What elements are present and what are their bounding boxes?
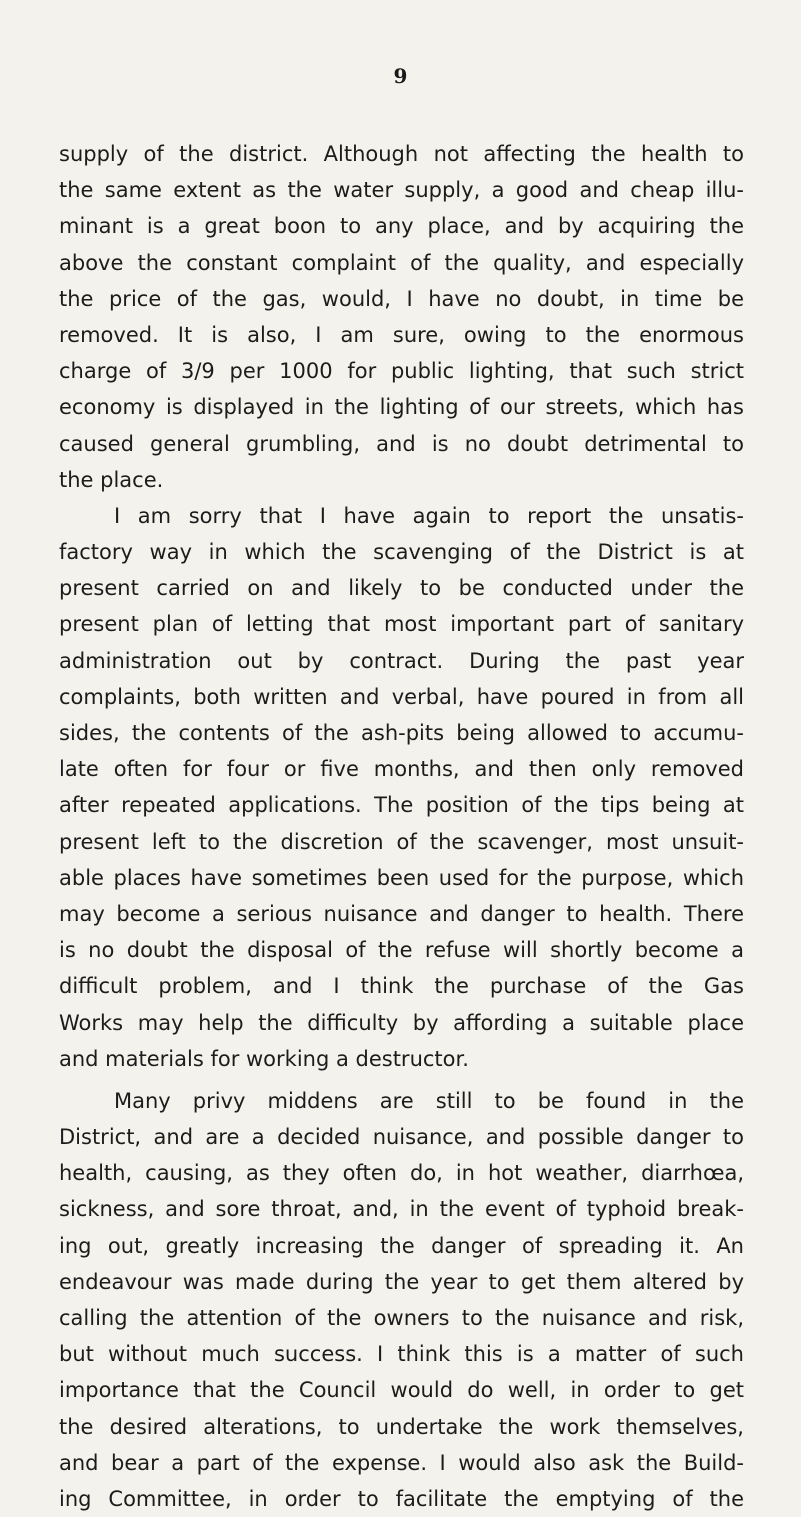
- text-line: able places have sometimes been used for the purpose, which: [59, 865, 744, 890]
- text-line: after repeated applications. The position of the tips being at: [59, 793, 744, 818]
- text-line: I am sorry that I have again to report the unsatis-: [114, 503, 744, 528]
- text-line: present left to the discretion of the scavenger, most unsuit-: [59, 829, 744, 854]
- text-line: the same extent as the water supply, a good and cheap illu-: [59, 178, 744, 203]
- text-line: factory way in which the scavenging of the District is at: [59, 540, 744, 565]
- text-line: difficult problem, and I think the purchase of the Gas: [59, 974, 744, 999]
- paragraph-1: [59, 136, 744, 498]
- text-line: charge of 3/9 per 1000 for public lighting, that such strict: [59, 359, 744, 384]
- text-line: District, and are a decided nuisance, and possible danger to: [59, 1125, 744, 1150]
- text-line: present carried on and likely to be conducted under the: [59, 576, 744, 601]
- text-line: endeavour was made during the year to get them altered by: [59, 1269, 744, 1294]
- text-line: ing out, greatly increasing the danger of spreading it. An: [59, 1233, 744, 1258]
- text-line: above the constant complaint of the quality, and especially: [59, 250, 744, 275]
- text-line: sickness, and sore throat, and, in the event of typhoid break-: [59, 1197, 744, 1222]
- text-line: and materials for working a destructor.: [59, 1046, 469, 1071]
- text-line: minant is a great boon to any place, and by acquiring the: [59, 214, 744, 239]
- text-line: Many privy middens are still to be found in the: [114, 1088, 744, 1113]
- text-line: the place.: [59, 467, 164, 492]
- text-line: supply of the district. Although not affecting the health to: [59, 142, 744, 166]
- text-line: is no doubt the disposal of the refuse will shortly become a: [59, 938, 744, 963]
- text-line: administration out by contract. During the past year: [59, 648, 744, 673]
- paragraph-2: [59, 498, 744, 1077]
- text-line: economy is displayed in the lighting of our streets, which has: [59, 395, 744, 420]
- text-line: late often for four or five months, and then only removed: [59, 757, 744, 782]
- text-line: importance that the Council would do well, in order to get: [59, 1378, 744, 1403]
- body-text: [59, 136, 744, 1517]
- page-number: 9: [393, 64, 408, 88]
- text-line: health, causing, as they often do, in hot weather, diarrhœa,: [59, 1161, 744, 1186]
- text-line: Works may help the difficulty by affording a suitable place: [59, 1010, 744, 1035]
- text-line: sides, the contents of the ash-pits being allowed to accumu-: [59, 721, 744, 745]
- text-line: may become a serious nuisance and danger to health. There: [59, 901, 744, 926]
- text-line: caused general grumbling, and is no doubt detrimental to: [59, 431, 744, 456]
- text-line: calling the attention of the owners to the nuisance and risk,: [59, 1306, 744, 1330]
- text-line: present plan of letting that most important part of sanitary: [59, 612, 744, 637]
- text-line: but without much success. I think this is a matter of such: [59, 1342, 744, 1367]
- text-line: ing Committee, in order to facilitate the emptying of the: [59, 1486, 744, 1511]
- text-line: and bear a part of the expense. I would also ask the Build-: [59, 1450, 744, 1475]
- text-line: removed. It is also, I am sure, owing to the enormous: [59, 322, 744, 347]
- text-line: the desired alterations, to undertake the work themselves,: [59, 1414, 744, 1439]
- paragraph-3: [59, 1083, 744, 1517]
- text-line: complaints, both written and verbal, have poured in from all: [59, 684, 744, 709]
- text-line: the price of the gas, would, I have no doubt, in time be: [59, 286, 744, 311]
